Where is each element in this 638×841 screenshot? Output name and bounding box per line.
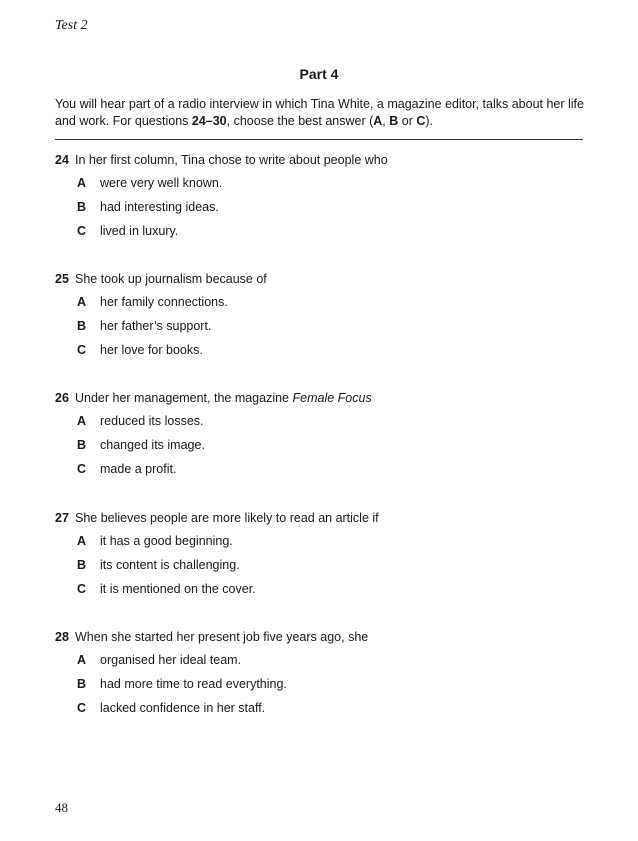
option-a[interactable]	[55, 648, 585, 672]
option-a[interactable]	[55, 409, 585, 433]
option-c[interactable]	[55, 577, 585, 601]
option-a[interactable]	[55, 290, 585, 314]
answer-letter-a: A	[373, 114, 383, 128]
question-26	[55, 389, 585, 481]
option-text: her love for books.	[100, 343, 203, 357]
question-text: She took up journalism because of	[75, 272, 267, 286]
option-b[interactable]	[55, 553, 585, 577]
answer-letter-c: C	[416, 114, 426, 128]
option-text: her father’s support.	[100, 319, 212, 333]
option-text: made a profit.	[100, 462, 177, 476]
question-number: 24	[55, 153, 69, 167]
instructions-line-2	[55, 113, 585, 130]
option-text: had interesting ideas.	[100, 200, 219, 214]
option-text: organised her ideal team.	[100, 653, 242, 667]
option-text: lacked confidence in her staff.	[100, 701, 266, 715]
option-letter: C	[77, 462, 87, 476]
option-letter: A	[77, 176, 87, 190]
separator: or	[398, 114, 417, 128]
option-c[interactable]	[55, 338, 585, 362]
instructions	[55, 96, 585, 130]
question-28	[55, 628, 585, 720]
option-letter: A	[77, 295, 87, 309]
question-number: 28	[55, 630, 69, 644]
option-letter: C	[77, 343, 87, 357]
option-text: it is mentioned on the cover.	[100, 582, 256, 596]
question-stem	[55, 151, 585, 169]
option-letter: A	[77, 653, 87, 667]
option-letter: B	[77, 677, 87, 691]
option-letter: A	[77, 534, 87, 548]
question-stem	[55, 389, 585, 407]
instructions-end: ).	[425, 114, 433, 128]
option-text: her family connections.	[100, 295, 228, 309]
question-text: In her first column, Tina chose to write about people who	[75, 153, 388, 167]
instructions-line-1: You will hear part of a radio interview in which Tina White, a magazine editor, talks about her life	[55, 97, 584, 111]
question-27	[55, 509, 585, 601]
question-stem	[55, 509, 585, 527]
option-a[interactable]	[55, 171, 585, 195]
separator: ,	[382, 114, 390, 128]
option-b[interactable]	[55, 195, 585, 219]
page-number: 48	[55, 800, 68, 815]
option-letter: C	[77, 224, 87, 238]
divider-rule	[55, 139, 583, 140]
question-text: Under her management, the magazine	[75, 391, 293, 405]
option-b[interactable]	[55, 433, 585, 457]
option-text: had more time to read everything.	[100, 677, 287, 691]
question-24	[55, 151, 585, 243]
option-letter: B	[77, 438, 87, 452]
instructions-text: and work. For questions	[55, 114, 192, 128]
question-text: She believes people are more likely to read an article if	[75, 511, 379, 525]
option-text: it has a good beginning.	[100, 534, 233, 548]
option-letter: C	[77, 701, 87, 715]
question-number: 27	[55, 511, 69, 525]
magazine-title: Female Focus	[292, 391, 372, 405]
question-range: 24–30	[191, 114, 227, 128]
option-text: changed its image.	[100, 438, 205, 452]
option-letter: B	[77, 200, 87, 214]
option-c[interactable]	[55, 696, 585, 720]
option-letter: A	[77, 414, 87, 428]
answer-letter-b: B	[389, 114, 399, 128]
option-letter: B	[77, 558, 87, 572]
option-b[interactable]	[55, 314, 585, 338]
option-b[interactable]	[55, 672, 585, 696]
question-stem	[55, 270, 585, 288]
option-a[interactable]	[55, 529, 585, 553]
option-text: lived in luxury.	[100, 224, 179, 238]
question-number: 26	[55, 391, 69, 405]
question-number: 25	[55, 272, 69, 286]
running-head: Test 2	[55, 18, 88, 33]
question-text: When she started her present job five years ago, she	[75, 630, 369, 644]
option-text: its content is challenging.	[100, 558, 240, 572]
option-text: reduced its losses.	[100, 414, 204, 428]
option-letter: C	[77, 582, 87, 596]
option-text: were very well known.	[100, 176, 223, 190]
part-title: Part 4	[299, 66, 339, 82]
instructions-text: , choose the best answer (	[226, 114, 374, 128]
option-c[interactable]	[55, 457, 585, 481]
question-25	[55, 270, 585, 362]
question-stem	[55, 628, 585, 646]
option-c[interactable]	[55, 219, 585, 243]
option-letter: B	[77, 319, 87, 333]
